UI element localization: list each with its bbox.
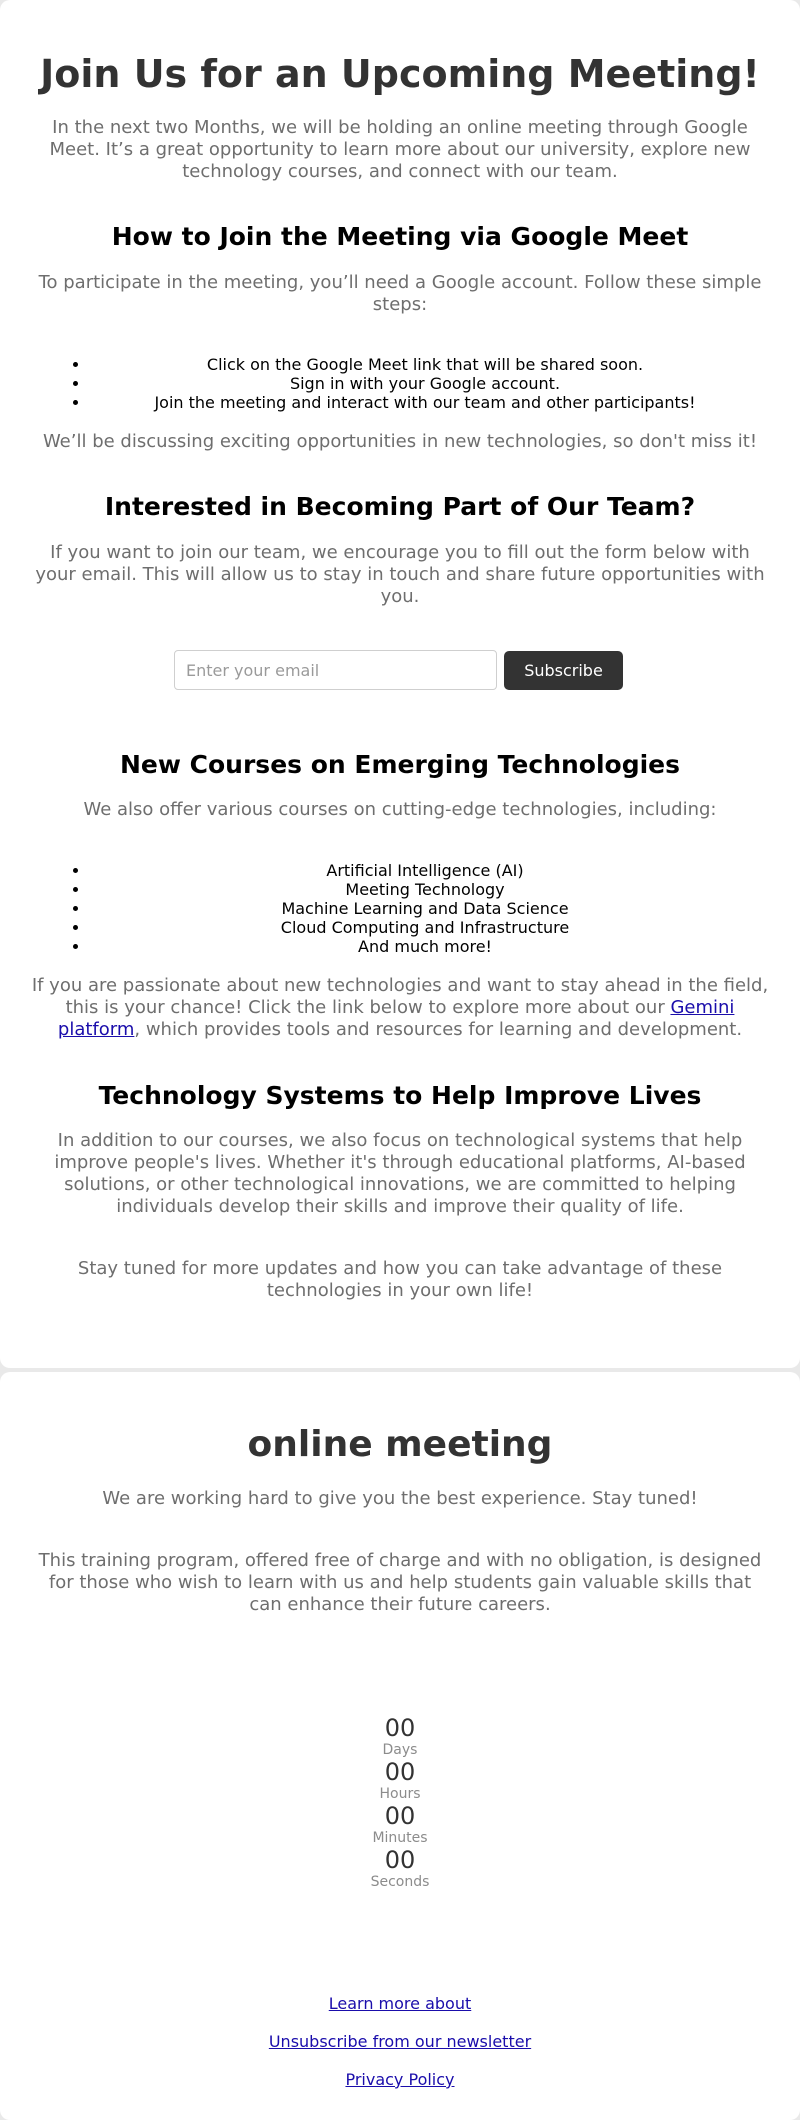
countdown-seconds-label: Seconds [370, 1874, 430, 1890]
online-meeting-card [0, 1372, 800, 2120]
stay-tuned-text: Stay tuned for more updates and how you can take advantage of these technologies in your own life! [77, 1258, 723, 1301]
systems-heading: Technology Systems to Help Improve Lives [98, 1081, 702, 1110]
google-meet-footer: We’ll be discussing exciting opportunities in new technologies, so don't miss it! [42, 431, 758, 452]
countdown-seconds-value: 00 [384, 1846, 416, 1874]
google-meet-steps [0, 355, 800, 412]
page-title: Join Us for an Upcoming Meeting! [40, 52, 760, 96]
countdown [0, 1714, 800, 1890]
learn-more-link[interactable]: Learn more about [328, 1994, 472, 2013]
list-item: • Cloud Computing and Infrastructure [90, 918, 760, 937]
countdown-days-label: Days [382, 1742, 418, 1758]
list-item: • Meeting Technology [90, 880, 760, 899]
learn-more-row [0, 1994, 800, 2013]
list-item: • Join the meeting and interact with our team and other participants! [90, 393, 760, 412]
systems-text: In addition to our courses, we also focus on technological systems that help improve people's lives. Whether it's through educational platforms, AI-based solutions, or other technological innovations, we are committed to helping individuals develop their skills and improve their quality of life. [54, 1130, 746, 1217]
list-item: • Artificial Intelligence (AI) [90, 861, 760, 880]
email-field[interactable] [174, 650, 497, 690]
list-item: • Machine Learning and Data Science [90, 899, 760, 918]
training-program-text: This training program, offered free of charge and with no obligation, is designed for those who wish to learn with us and help students gain valuable skills that can enhance their future careers. [38, 1550, 762, 1615]
meeting-intro: In the next two Months, we will be holding an online meeting through Google Meet. It’s a great opportunity to learn more about our university, explore new technology courses, and connect with our team. [49, 117, 751, 182]
team-heading: Interested in Becoming Part of Our Team? [104, 492, 696, 521]
passion-text-end: , which provides tools and resources for learning and development. [134, 1019, 743, 1040]
unsubscribe-row [0, 2032, 800, 2051]
online-meeting-title: online meeting [247, 1424, 553, 1465]
online-meeting-subtitle: We are working hard to give you the best experience. Stay tuned! [102, 1488, 698, 1509]
team-text: If you want to join our team, we encourage you to fill out the form below with your email. This will allow us to stay in touch and share future opportunities with you. [35, 542, 765, 607]
courses-list [0, 861, 800, 956]
google-meet-heading: How to Join the Meeting via Google Meet [111, 222, 689, 251]
courses-passion-text [0, 975, 800, 1041]
list-item: • And much more! [90, 937, 760, 956]
unsubscribe-link[interactable]: Unsubscribe from our newsletter [268, 2032, 532, 2051]
privacy-row [0, 2070, 800, 2089]
countdown-minutes-label: Minutes [372, 1830, 428, 1846]
list-item: • Sign in with your Google account. [90, 374, 760, 393]
courses-text: We also offer various courses on cutting-edge technologies, including: [83, 799, 717, 820]
google-meet-text: To participate in the meeting, you’ll need a Google account. Follow these simple steps: [38, 272, 762, 315]
countdown-hours-label: Hours [379, 1786, 421, 1802]
courses-heading: New Courses on Emerging Technologies [119, 750, 681, 779]
countdown-days-value: 00 [384, 1714, 416, 1742]
privacy-policy-link[interactable]: Privacy Policy [345, 2070, 455, 2089]
countdown-minutes-value: 00 [384, 1802, 416, 1830]
passion-text-start: If you are passionate about new technologies and want to stay ahead in the field, this is your chance! Click the link below to explore more about our [31, 975, 769, 1018]
subscribe-button[interactable]: Subscribe [504, 651, 623, 690]
gemini-platform-link[interactable]: Gemini platform [57, 997, 735, 1040]
list-item: • Click on the Google Meet link that will be shared soon. [90, 355, 760, 374]
countdown-hours-value: 00 [384, 1758, 416, 1786]
